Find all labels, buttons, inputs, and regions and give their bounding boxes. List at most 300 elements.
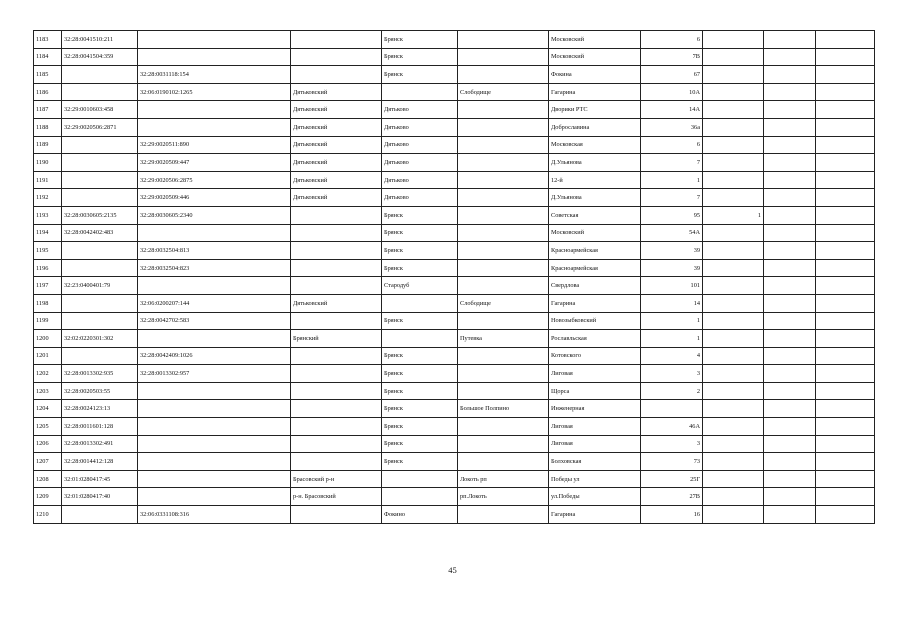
row-index-cell: 1194 [34, 224, 62, 242]
extra-2-cell [764, 101, 816, 119]
extra-1-cell [703, 48, 764, 66]
district-cell: Брасовский р-н [291, 470, 382, 488]
extra-3-cell [816, 506, 875, 524]
extra-2-cell [764, 206, 816, 224]
street-cell: Лиговая [549, 418, 641, 436]
house-cell: 7 [641, 154, 703, 172]
table-row [34, 488, 875, 506]
street-cell: Красноармейская [549, 259, 641, 277]
row-index-cell: 1201 [34, 347, 62, 365]
street-cell: Гагарина [549, 83, 641, 101]
city-cell: Брянск [382, 206, 458, 224]
house-cell: 36а [641, 118, 703, 136]
extra-3-cell [816, 171, 875, 189]
extra-2-cell [764, 365, 816, 383]
house-cell: 101 [641, 277, 703, 295]
row-index-cell: 1198 [34, 294, 62, 312]
city-cell: Фокино [382, 506, 458, 524]
cadastral-number-1-cell: 32:01:0280417:45 [62, 470, 138, 488]
extra-2-cell [764, 118, 816, 136]
extra-2-cell [764, 136, 816, 154]
settlement-cell [458, 189, 549, 207]
city-cell [382, 83, 458, 101]
extra-1-cell [703, 382, 764, 400]
extra-1-cell [703, 189, 764, 207]
house-cell: 10А [641, 83, 703, 101]
row-index-cell: 1191 [34, 171, 62, 189]
table-row [34, 118, 875, 136]
table-row [34, 330, 875, 348]
extra-3-cell [816, 224, 875, 242]
row-index-cell: 1193 [34, 206, 62, 224]
cadastral-number-2-cell: 32:29:0020509:446 [138, 189, 291, 207]
table-row [34, 347, 875, 365]
district-cell [291, 66, 382, 84]
house-cell: 6 [641, 136, 703, 154]
house-cell: 14А [641, 101, 703, 119]
registry-table [33, 30, 875, 524]
cadastral-number-2-cell: 32:06:0190102:1265 [138, 83, 291, 101]
district-cell: Дятьковский [291, 101, 382, 119]
extra-1-cell [703, 435, 764, 453]
cadastral-number-2-cell [138, 330, 291, 348]
cadastral-number-1-cell: 32:01:0280417:40 [62, 488, 138, 506]
city-cell: Брянск [382, 453, 458, 471]
page-number: 45 [448, 565, 457, 575]
extra-1-cell [703, 453, 764, 471]
district-cell: Брянский [291, 330, 382, 348]
extra-2-cell [764, 277, 816, 295]
house-cell: 7 [641, 189, 703, 207]
settlement-cell: Локоть рп [458, 470, 549, 488]
city-cell: Брянск [382, 66, 458, 84]
extra-1-cell [703, 418, 764, 436]
cadastral-number-1-cell [62, 136, 138, 154]
extra-2-cell [764, 506, 816, 524]
house-cell: 3 [641, 435, 703, 453]
table-row [34, 453, 875, 471]
street-cell: Московский [549, 31, 641, 49]
cadastral-number-2-cell: 32:06:0331108:316 [138, 506, 291, 524]
cadastral-number-1-cell [62, 259, 138, 277]
extra-1-cell [703, 488, 764, 506]
extra-3-cell [816, 83, 875, 101]
extra-3-cell [816, 101, 875, 119]
settlement-cell [458, 259, 549, 277]
house-cell: 73 [641, 453, 703, 471]
table-row [34, 31, 875, 49]
cadastral-number-2-cell [138, 277, 291, 295]
extra-3-cell [816, 347, 875, 365]
table-row [34, 171, 875, 189]
cadastral-number-2-cell: 32:28:0013302:957 [138, 365, 291, 383]
district-cell [291, 242, 382, 260]
district-cell [291, 382, 382, 400]
house-cell: 1 [641, 330, 703, 348]
row-index-cell: 1190 [34, 154, 62, 172]
extra-1-cell [703, 506, 764, 524]
cadastral-number-1-cell [62, 294, 138, 312]
extra-3-cell [816, 136, 875, 154]
house-cell: 39 [641, 242, 703, 260]
extra-3-cell [816, 66, 875, 84]
cadastral-number-1-cell: 32:02:0220301:302 [62, 330, 138, 348]
extra-1-cell [703, 365, 764, 383]
cadastral-number-2-cell [138, 118, 291, 136]
cadastral-number-1-cell [62, 171, 138, 189]
cadastral-number-2-cell [138, 470, 291, 488]
street-cell: Рославльская [549, 330, 641, 348]
city-cell: Стародуб [382, 277, 458, 295]
row-index-cell: 1196 [34, 259, 62, 277]
row-index-cell: 1186 [34, 83, 62, 101]
house-cell: 7В [641, 48, 703, 66]
extra-2-cell [764, 294, 816, 312]
table-row [34, 294, 875, 312]
extra-2-cell [764, 470, 816, 488]
table-row [34, 224, 875, 242]
settlement-cell: Путевка [458, 330, 549, 348]
district-cell [291, 435, 382, 453]
row-index-cell: 1184 [34, 48, 62, 66]
row-index-cell: 1207 [34, 453, 62, 471]
cadastral-number-1-cell: 32:29:0010603:458 [62, 101, 138, 119]
extra-2-cell [764, 453, 816, 471]
house-cell: 2 [641, 382, 703, 400]
table-row [34, 506, 875, 524]
extra-3-cell [816, 277, 875, 295]
cadastral-number-1-cell: 32:28:0013302:935 [62, 365, 138, 383]
extra-2-cell [764, 382, 816, 400]
extra-1-cell [703, 400, 764, 418]
registry-rows [34, 31, 875, 524]
extra-2-cell [764, 224, 816, 242]
table-row [34, 189, 875, 207]
street-cell: Свердлова [549, 277, 641, 295]
street-cell: Гагарина [549, 294, 641, 312]
settlement-cell [458, 224, 549, 242]
city-cell [382, 470, 458, 488]
extra-2-cell [764, 242, 816, 260]
cadastral-number-1-cell: 32:28:0020503:55 [62, 382, 138, 400]
settlement-cell [458, 206, 549, 224]
cadastral-number-2-cell: 32:28:0032504:823 [138, 259, 291, 277]
city-cell: Дятьково [382, 189, 458, 207]
street-cell: Д.Ульянова [549, 154, 641, 172]
cadastral-number-2-cell [138, 224, 291, 242]
table-row [34, 136, 875, 154]
district-cell: Дятьковский [291, 136, 382, 154]
settlement-cell [458, 347, 549, 365]
extra-2-cell [764, 259, 816, 277]
cadastral-number-2-cell [138, 400, 291, 418]
table-row [34, 259, 875, 277]
street-cell: Инженерная [549, 400, 641, 418]
street-cell: Гагарина [549, 506, 641, 524]
table-row [34, 312, 875, 330]
street-cell: Котовского [549, 347, 641, 365]
district-cell [291, 418, 382, 436]
extra-2-cell [764, 66, 816, 84]
extra-2-cell [764, 154, 816, 172]
house-cell: 4 [641, 347, 703, 365]
city-cell: Брянск [382, 382, 458, 400]
cadastral-number-2-cell: 32:28:0042702:583 [138, 312, 291, 330]
table-row [34, 365, 875, 383]
cadastral-number-2-cell [138, 488, 291, 506]
city-cell: Дятьково [382, 101, 458, 119]
district-cell [291, 48, 382, 66]
district-cell: Дятьковский [291, 118, 382, 136]
street-cell: Д.Ульянова [549, 189, 641, 207]
street-cell: Московская [549, 136, 641, 154]
cadastral-number-1-cell [62, 83, 138, 101]
extra-3-cell [816, 118, 875, 136]
cadastral-number-2-cell [138, 48, 291, 66]
settlement-cell [458, 66, 549, 84]
extra-3-cell [816, 154, 875, 172]
extra-3-cell [816, 31, 875, 49]
cadastral-number-2-cell [138, 418, 291, 436]
house-cell: 39 [641, 259, 703, 277]
extra-1-cell [703, 118, 764, 136]
table-row [34, 277, 875, 295]
house-cell [641, 400, 703, 418]
city-cell: Брянск [382, 400, 458, 418]
city-cell [382, 330, 458, 348]
cadastral-number-2-cell [138, 435, 291, 453]
extra-2-cell [764, 330, 816, 348]
extra-3-cell [816, 488, 875, 506]
city-cell: Брянск [382, 48, 458, 66]
city-cell: Дятьково [382, 118, 458, 136]
cadastral-number-1-cell: 32:23:0400401:79 [62, 277, 138, 295]
extra-2-cell [764, 312, 816, 330]
city-cell: Дятьково [382, 154, 458, 172]
extra-2-cell [764, 83, 816, 101]
house-cell: 46А [641, 418, 703, 436]
row-index-cell: 1208 [34, 470, 62, 488]
table-row [34, 470, 875, 488]
extra-3-cell [816, 400, 875, 418]
house-cell: 16 [641, 506, 703, 524]
cadastral-number-1-cell: 32:29:0020506:2871 [62, 118, 138, 136]
row-index-cell: 1195 [34, 242, 62, 260]
cadastral-number-2-cell [138, 31, 291, 49]
cadastral-number-2-cell: 32:28:0030605:2340 [138, 206, 291, 224]
extra-1-cell [703, 470, 764, 488]
street-cell: Дворики РТС [549, 101, 641, 119]
district-cell [291, 206, 382, 224]
city-cell: Брянск [382, 365, 458, 383]
street-cell: Красноармейская [549, 242, 641, 260]
cadastral-number-1-cell [62, 506, 138, 524]
table-row [34, 206, 875, 224]
cadastral-number-1-cell: 32:28:0024123:13 [62, 400, 138, 418]
table-row [34, 418, 875, 436]
district-cell [291, 224, 382, 242]
district-cell: Дятьковский [291, 154, 382, 172]
cadastral-number-1-cell [62, 189, 138, 207]
row-index-cell: 1185 [34, 66, 62, 84]
extra-2-cell [764, 189, 816, 207]
settlement-cell [458, 453, 549, 471]
settlement-cell [458, 382, 549, 400]
row-index-cell: 1204 [34, 400, 62, 418]
extra-3-cell [816, 294, 875, 312]
cadastral-number-2-cell: 32:28:0032504:813 [138, 242, 291, 260]
extra-1-cell [703, 224, 764, 242]
district-cell [291, 347, 382, 365]
city-cell [382, 488, 458, 506]
cadastral-number-1-cell: 32:28:0042402:483 [62, 224, 138, 242]
settlement-cell [458, 242, 549, 260]
extra-2-cell [764, 48, 816, 66]
cadastral-number-1-cell [62, 154, 138, 172]
extra-3-cell [816, 189, 875, 207]
extra-2-cell [764, 418, 816, 436]
district-cell [291, 31, 382, 49]
house-cell: 54А [641, 224, 703, 242]
district-cell [291, 506, 382, 524]
settlement-cell [458, 506, 549, 524]
settlement-cell [458, 435, 549, 453]
extra-1-cell [703, 31, 764, 49]
table-row [34, 242, 875, 260]
city-cell: Дятьково [382, 136, 458, 154]
settlement-cell [458, 171, 549, 189]
extra-1-cell [703, 277, 764, 295]
city-cell: Брянск [382, 31, 458, 49]
district-cell [291, 365, 382, 383]
extra-2-cell [764, 400, 816, 418]
table-row [34, 382, 875, 400]
row-index-cell: 1206 [34, 435, 62, 453]
street-cell: Доброславина [549, 118, 641, 136]
extra-3-cell [816, 453, 875, 471]
table-row [34, 435, 875, 453]
district-cell [291, 312, 382, 330]
street-cell: Новозыбковский [549, 312, 641, 330]
row-index-cell: 1197 [34, 277, 62, 295]
extra-2-cell [764, 31, 816, 49]
extra-1-cell [703, 330, 764, 348]
row-index-cell: 1192 [34, 189, 62, 207]
street-cell: Советская [549, 206, 641, 224]
district-cell: р-н. Брасовский [291, 488, 382, 506]
street-cell: ул.Победы [549, 488, 641, 506]
street-cell: Лиговая [549, 435, 641, 453]
cadastral-number-1-cell: 32:28:0011601:128 [62, 418, 138, 436]
settlement-cell: Большое Полпино [458, 400, 549, 418]
settlement-cell [458, 48, 549, 66]
extra-2-cell [764, 347, 816, 365]
district-cell [291, 453, 382, 471]
settlement-cell [458, 154, 549, 172]
district-cell [291, 277, 382, 295]
settlement-cell [458, 312, 549, 330]
city-cell: Брянск [382, 435, 458, 453]
cadastral-number-2-cell: 32:29:0020506:2875 [138, 171, 291, 189]
street-cell: Лиговая [549, 365, 641, 383]
settlement-cell [458, 365, 549, 383]
extra-3-cell [816, 242, 875, 260]
extra-3-cell [816, 382, 875, 400]
extra-2-cell [764, 435, 816, 453]
extra-3-cell [816, 312, 875, 330]
settlement-cell: Слободище [458, 294, 549, 312]
row-index-cell: 1200 [34, 330, 62, 348]
cadastral-number-1-cell [62, 312, 138, 330]
district-cell: Дятьковский [291, 83, 382, 101]
extra-3-cell [816, 259, 875, 277]
extra-1-cell [703, 171, 764, 189]
extra-3-cell [816, 48, 875, 66]
table-row [34, 400, 875, 418]
house-cell: 27В [641, 488, 703, 506]
cadastral-number-2-cell [138, 101, 291, 119]
extra-3-cell [816, 435, 875, 453]
district-cell [291, 400, 382, 418]
house-cell: 95 [641, 206, 703, 224]
street-cell: Фокина [549, 66, 641, 84]
cadastral-number-1-cell [62, 242, 138, 260]
extra-1-cell [703, 294, 764, 312]
settlement-cell [458, 418, 549, 436]
district-cell [291, 259, 382, 277]
settlement-cell: рп.Локоть [458, 488, 549, 506]
district-cell: Дятьковский [291, 171, 382, 189]
cadastral-number-2-cell [138, 453, 291, 471]
row-index-cell: 1209 [34, 488, 62, 506]
settlement-cell: Слободище [458, 83, 549, 101]
cadastral-number-1-cell: 32:28:0041504:359 [62, 48, 138, 66]
row-index-cell: 1203 [34, 382, 62, 400]
district-cell: Дятьковский [291, 294, 382, 312]
house-cell: 1 [641, 171, 703, 189]
house-cell: 67 [641, 66, 703, 84]
settlement-cell [458, 277, 549, 295]
house-cell: 1 [641, 312, 703, 330]
row-index-cell: 1210 [34, 506, 62, 524]
city-cell: Дятьково [382, 171, 458, 189]
city-cell: Брянск [382, 347, 458, 365]
city-cell: Брянск [382, 242, 458, 260]
cadastral-number-2-cell: 32:29:0020509:447 [138, 154, 291, 172]
row-index-cell: 1202 [34, 365, 62, 383]
street-cell: Щорса [549, 382, 641, 400]
street-cell: Победы ул [549, 470, 641, 488]
extra-1-cell: 1 [703, 206, 764, 224]
cadastral-number-1-cell: 32:28:0014412:128 [62, 453, 138, 471]
table-row [34, 66, 875, 84]
row-index-cell: 1183 [34, 31, 62, 49]
city-cell: Брянск [382, 259, 458, 277]
settlement-cell [458, 136, 549, 154]
house-cell: 14 [641, 294, 703, 312]
street-cell: Московский [549, 48, 641, 66]
table-row [34, 83, 875, 101]
cadastral-number-1-cell: 32:28:0030605:2135 [62, 206, 138, 224]
cadastral-number-1-cell [62, 347, 138, 365]
extra-1-cell [703, 242, 764, 260]
row-index-cell: 1187 [34, 101, 62, 119]
extra-1-cell [703, 66, 764, 84]
house-cell: 3 [641, 365, 703, 383]
extra-1-cell [703, 154, 764, 172]
house-cell: 6 [641, 31, 703, 49]
extra-1-cell [703, 101, 764, 119]
